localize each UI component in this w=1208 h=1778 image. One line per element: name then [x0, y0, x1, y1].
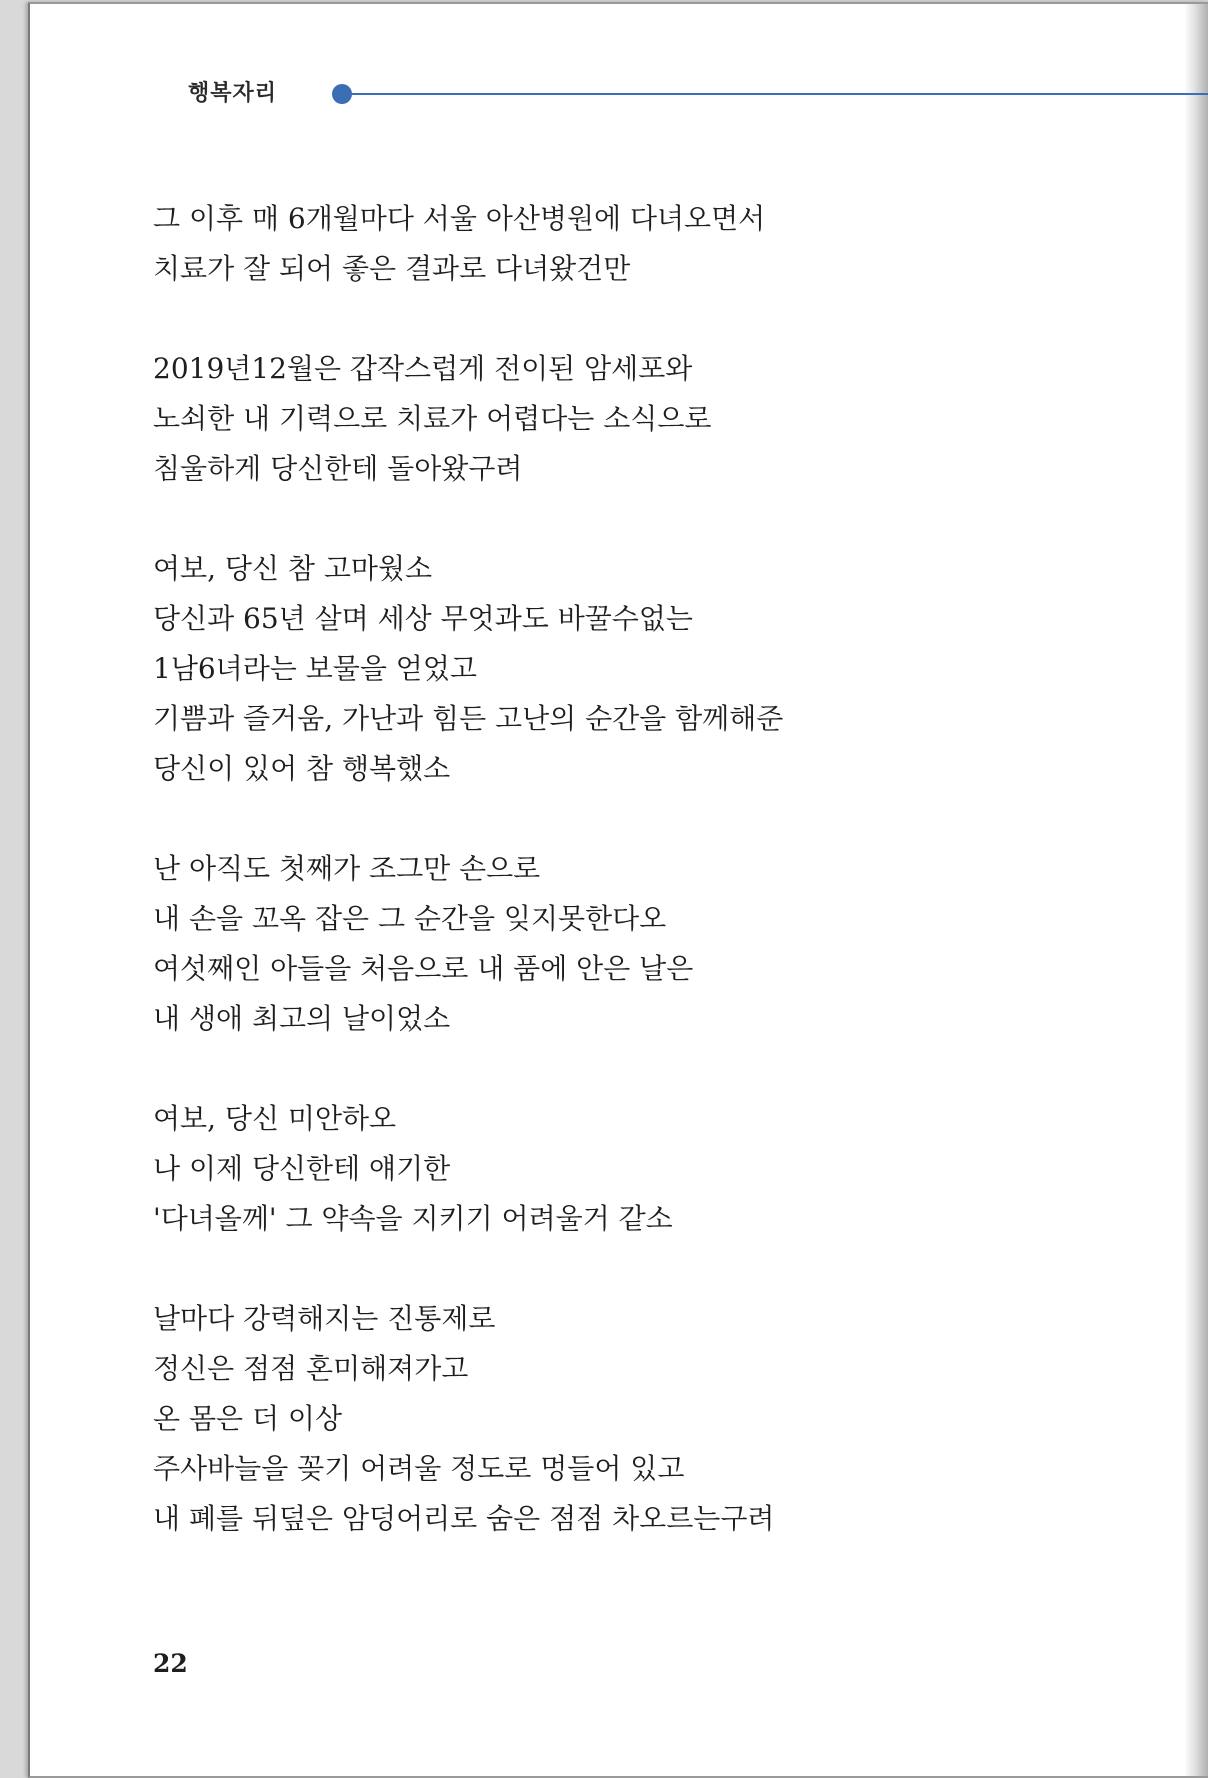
- poem-line: 1남6녀라는 보물을 얻었고: [153, 652, 477, 685]
- poem-line: 여섯째인 아들을 처음으로 내 품에 안은 날은: [153, 952, 694, 985]
- page-edge-shadow: [1184, 4, 1208, 1776]
- running-header-title: 행복자리: [188, 81, 278, 106]
- poem-line: 당신이 있어 참 행복했소: [153, 752, 451, 785]
- poem-line: '다녀올께' 그 약속을 지키기 어려울거 같소: [153, 1202, 673, 1235]
- poem-line: 정신은 점점 혼미해져가고: [153, 1352, 469, 1385]
- stanza-2: [153, 344, 1053, 494]
- stanza-5: [153, 1094, 1053, 1244]
- stanza-4: [153, 844, 1053, 1044]
- poem-line: 그 이후 매 6개월마다 서울 아산병원에 다녀오면서: [153, 202, 766, 235]
- header-rule-line: [346, 93, 1208, 95]
- poem-line: 주사바늘을 꽂기 어려울 정도로 멍들어 있고: [153, 1452, 685, 1485]
- poem-line: 여보, 당신 참 고마웠소: [153, 552, 433, 585]
- poem-line: 기쁨과 즐거움, 가난과 힘든 고난의 순간을 함께해준: [153, 702, 784, 735]
- stanza-6: [153, 1294, 1053, 1544]
- poem-line: 2019년12월은 갑작스럽게 전이된 암세포와: [153, 352, 693, 385]
- book-page: [28, 2, 1208, 1778]
- stanza-1: [153, 194, 1053, 294]
- poem-body: [153, 194, 1053, 1594]
- poem-line: 노쇠한 내 기력으로 치료가 어렵다는 소식으로: [153, 402, 712, 435]
- poem-line: 난 아직도 첫째가 조그만 손으로: [153, 852, 541, 885]
- poem-line: 내 생애 최고의 날이었소: [153, 1002, 451, 1035]
- page-number: 22: [153, 1649, 188, 1678]
- poem-line: 온 몸은 더 이상: [153, 1402, 342, 1435]
- poem-line: 여보, 당신 미안하오: [153, 1102, 397, 1135]
- poem-line: 치료가 잘 되어 좋은 결과로 다녀왔건만: [153, 252, 631, 285]
- poem-line: 나 이제 당신한테 얘기한: [153, 1152, 451, 1185]
- poem-line: 내 손을 꼬옥 잡은 그 순간을 잊지못한다오: [153, 902, 667, 935]
- poem-line: 당신과 65년 살며 세상 무엇과도 바꿀수없는: [153, 602, 693, 635]
- stanza-3: [153, 544, 1053, 794]
- poem-line: 침울하게 당신한테 돌아왔구려: [153, 452, 523, 485]
- poem-line: 날마다 강력해지는 진통제로: [153, 1302, 496, 1335]
- poem-line: 내 폐를 뒤덮은 암덩어리로 숨은 점점 차오르는구려: [153, 1502, 775, 1535]
